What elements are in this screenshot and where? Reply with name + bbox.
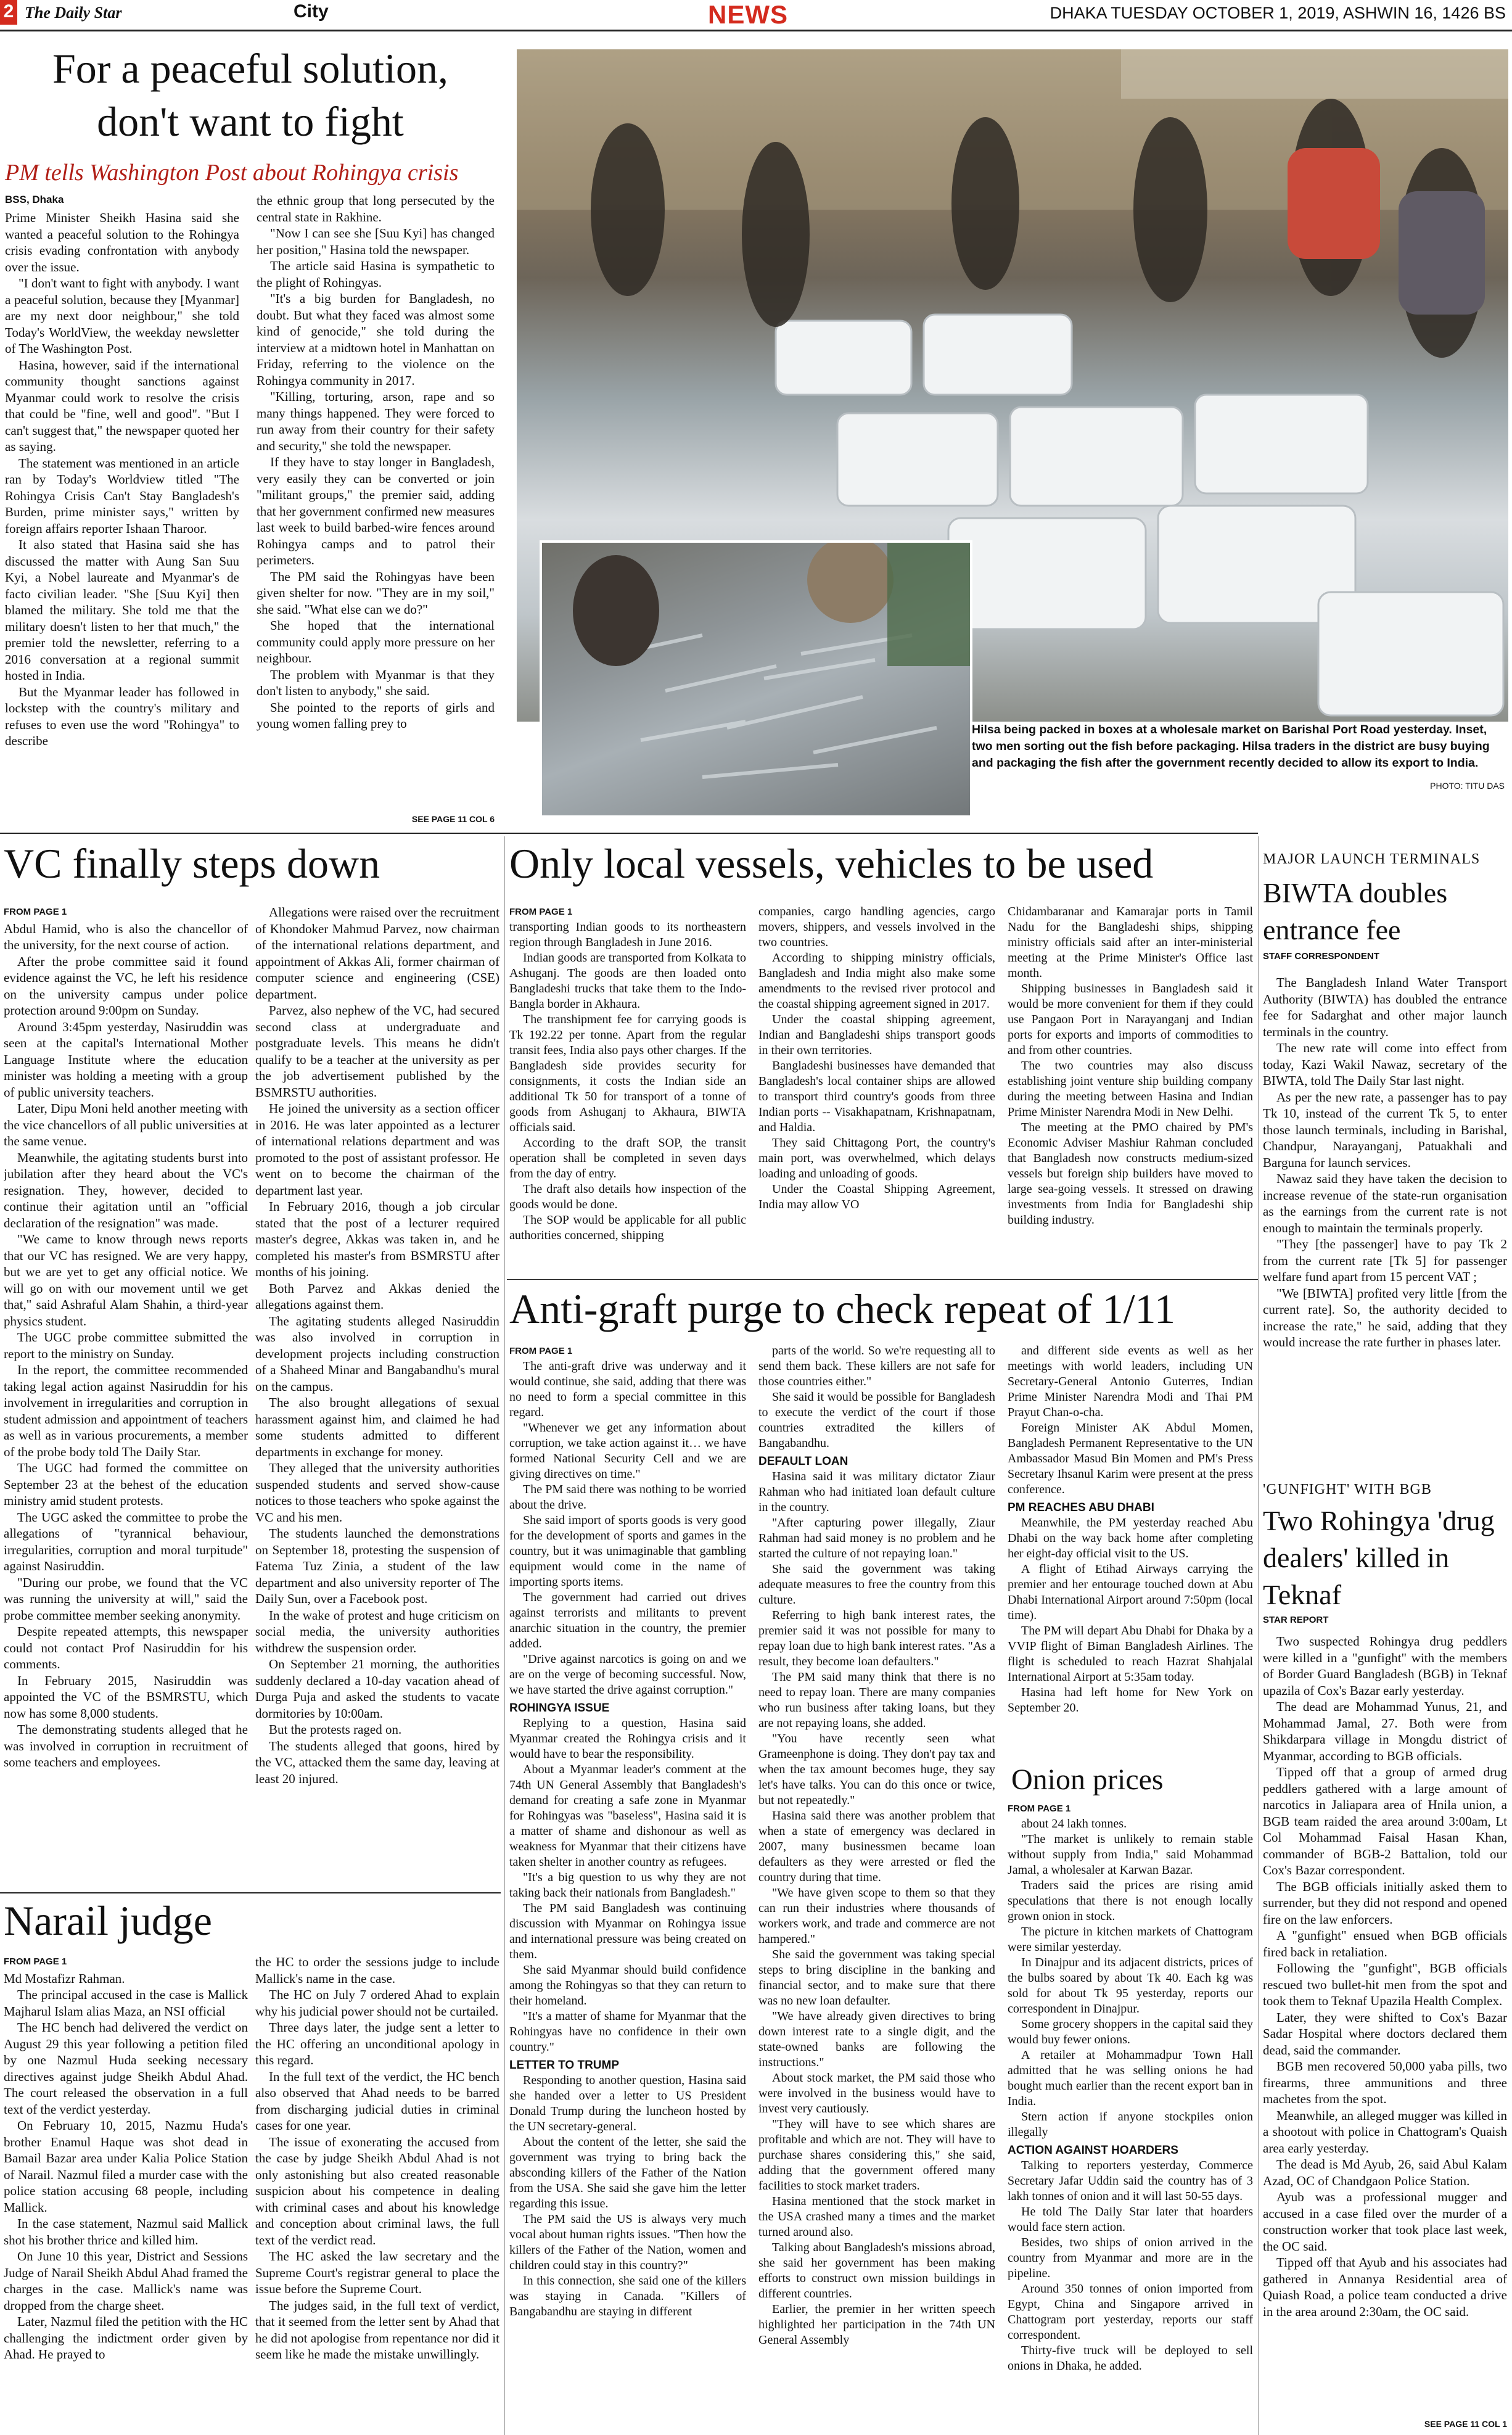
lead-headline xyxy=(0,42,501,148)
from-page-label: FROM PAGE 1 xyxy=(509,907,573,917)
teknaf-jump: SEE PAGE 11 COL 1 xyxy=(1424,2419,1507,2429)
paragraph: Around 350 tonnes of onion imported from Egypt, China and Singapore arrived in Chattogram port yesterday, reports our staff correspondent. xyxy=(1008,2282,1253,2342)
photo-credit: PHOTO: TITU DAS xyxy=(1430,781,1505,791)
paragraph: Meanwhile, the PM yesterday reached Abu Dhabi on the way back home after completing her eight-day official visit to the US. xyxy=(1008,1516,1253,1560)
vc-headline: VC finally steps down xyxy=(4,840,380,887)
subheading: PM REACHES ABU DHABI xyxy=(1008,1501,1154,1514)
paragraph: Shipping businesses in Bangladesh said it would be more convenient for them if they could use Pangaon Port in Narayanganj and Indian ports for exports and imports of commodities to and from other countries. xyxy=(1008,982,1253,1057)
paragraph: Around 3:45pm yesterday, Nasiruddin was seen at the capital's International Mother Language Institute where the education minister was holding a meeting with a group of public university teachers. xyxy=(4,1019,248,1100)
paragraph: Chidambaranar and Kamarajar ports in Tamil Nadu for the Bangladeshi ships, shipping ministry officials said after an inter-ministerial meeting at the Prime Minister's Office last month. xyxy=(1008,905,1253,980)
paragraph: parts of the world. So we're requesting all to send them back. These killers are not safe for those countries either." xyxy=(758,1344,995,1388)
paragraph: the ethnic group that long persecuted by the central state in Rakhine. xyxy=(257,193,495,225)
launch-byline: STAFF CORRESPONDENT xyxy=(1263,951,1379,962)
paragraph: Following the "gunfight", BGB officials rescued two bullet-hit men from the spot and took them to Teknaf Upazila Health Complex. xyxy=(1263,1961,1507,2008)
paragraph: In the case statement, Nazmul said Mallick shot his brother thrice and killed him. xyxy=(4,2216,248,2248)
paragraph: He told The Daily Star later that hoarders would face stern action. xyxy=(1008,2205,1253,2234)
paragraph: Foreign Minister AK Abdul Momen, Bangladesh Permanent Representative to the UN Ambassador Masud Bin Momen and PM's Press Secretary Ihsanul Karim were present at the press conference. xyxy=(1008,1421,1253,1496)
paragraph: Nawaz said they have taken the decision to increase revenue of the state-run organisation as the earnings from the current rate is not enough to maintain the terminals properly. xyxy=(1263,1171,1507,1235)
paragraph: Hasina said there was another problem that when a state of emergency was declared in 2007, many businessmen became loan defaulters as they were arrested or fled the country during that time. xyxy=(758,1809,995,1884)
lead-jump: SEE PAGE 11 COL 6 xyxy=(411,814,495,824)
vc-column-1 xyxy=(4,904,248,1879)
paragraph: Tipped off that Ayub and his associates had gathered in Annanya Residential area of Quiash Road, a police team conducted a drive in the area around 2:30am, the OC said. xyxy=(1263,2255,1507,2319)
paragraph: The judges said, in the full text of verdict, that it seemed from the letter sent by Ahad that he did not apologise from repentance nor did it seem like he made the mistake unwillingly. xyxy=(255,2297,499,2362)
paragraph: Hasina mentioned that the stock market in the USA crashed many a times and the market turned around also. xyxy=(758,2194,995,2239)
inset-photo-art xyxy=(542,543,970,815)
vessels-headline: Only local vessels, vehicles to be used xyxy=(509,840,1154,887)
paragraph: Under the coastal shipping agreement, Indian and Bangladeshi ships transport goods in their own territories. xyxy=(758,1013,995,1057)
paragraph: She hoped that the international community could apply more pressure on her neighbour. xyxy=(257,618,495,665)
paragraph: Under the Coastal Shipping Agreement, India may allow VO xyxy=(758,1182,995,1211)
paragraph: Tipped off that a group of armed drug peddlers gathered with a large amount of narcotics in Jaliapara area of Hnila union, a BGB team raided the area around 3:00am, Lt Col Mohammad Faisal Hasan Khan, commander of BGB-2 Battalion, told our Cox's Bazar correspondent. xyxy=(1263,1765,1507,1877)
paragraph: The government had carried out drives against terrorists and militants to prevent anarchic situation in the country, the premier added. xyxy=(509,1591,746,1650)
paragraph: Some grocery shoppers in the capital said they would buy fewer onions. xyxy=(1008,2017,1253,2046)
paragraph: companies, cargo handling agencies, cargo movers, shippers, and vessels involved in the two countries. xyxy=(758,905,995,949)
paragraph: Stern action if anyone stockpiles onion illegally xyxy=(1008,2110,1253,2139)
paragraph: "It's a matter of shame for Myanmar that the Rohingyas have no confidence in their own country." xyxy=(509,2009,746,2054)
paragraph: A flight of Etihad Airways carrying the premier and her entourage touched down at Abu Dhabi International Airport around 7:50pm (local time). xyxy=(1008,1562,1253,1622)
paragraph: According to the draft SOP, the transit operation shall be completed in seven days from the day of entry. xyxy=(509,1136,746,1180)
paragraph: Both Parvez and Akkas denied the allegations against them. xyxy=(255,1280,499,1312)
paragraph: The HC asked the law secretary and the Supreme Court's registrar general to place the issue before the Supreme Court. xyxy=(255,2249,499,2296)
paragraph: If they have to stay longer in Bangladesh, very easily they can be converted or join "militant groups," the premier said, adding that her government confirmed new measures last week to build barbed-wire fences around Rohingya camps and to patrol their perimeters. xyxy=(257,455,495,567)
paragraph: About the content of the letter, she said the government was trying to bring back the absconding killers of the Father of the Nation from the USA. She said she gave him the letter regarding this issue. xyxy=(509,2135,746,2210)
paragraph: Replying to a question, Hasina said Myanmar created the Rohingya crisis and it would have to bear the responsibility. xyxy=(509,1716,746,1761)
paragraph: The HC bench had delivered the verdict on August 29 this year following a petition filed by one Nazmul Huda seeking necessary directives against judge Sheikh Abdul Ahad. The court released the observation in a full text of the verdict yesterday. xyxy=(4,2020,248,2117)
paragraph: and different side events as well as her meetings with world leaders, including UN Secretary-General Antonio Guterres, Indian Prime Minister Narendra Modi and Thai PM Prayut Chan-o-cha. xyxy=(1008,1344,1253,1419)
paragraph: Three days later, the judge sent a letter to the HC offering an unconditional apology in this regard. xyxy=(255,2020,499,2067)
paragraph: After the probe committee said it found evidence against the VC, he left his residence on the university campus under police protection around 9:00pm on Sunday. xyxy=(4,954,248,1018)
section-name: City xyxy=(294,1,329,22)
paragraph: Abdul Hamid, who is also the chancellor of the university, for the next course of action. xyxy=(4,921,248,952)
paragraph: She said the government was taking special steps to bring discipline in the banking and financial sector, and to make sure that there was no new loan defaulter. xyxy=(758,1948,995,2008)
paragraph: "It's a big question to us why they are not taking back their nationals from Bangladesh." xyxy=(509,1871,746,1900)
paragraph: Hasina said it was military dictator Ziaur Rahman who had initiated loan default culture in the country. xyxy=(758,1470,995,1514)
paragraph: The PM said many think that there is no need to repay loan. There are many companies who run business after taking loans, but they are not repaying loans, she added. xyxy=(758,1670,995,1730)
launch-column xyxy=(1263,974,1507,1480)
paragraph: The dead is Md Ayub, 26, said Abul Kalam Azad, OC of Chandgaon Police Station. xyxy=(1263,2157,1507,2188)
paragraph: Meanwhile, an alleged mugger was killed in a shootout with police in Chattogram's Quaish area early yesterday. xyxy=(1263,2107,1507,2156)
section-big: NEWS xyxy=(708,0,788,29)
paragraph: On September 21 morning, the authorities suddenly declared a 10-day vacation ahead of Durga Puja and asked the students to vacate dormitories by 10:00am. xyxy=(255,1657,499,1721)
paragraph: "I don't want to fight with anybody. I want a peaceful solution, because they [Myanmar] are my next door neighbour," she told Today's WorldView, the weekday newsletter of The Washington Post. xyxy=(5,276,239,356)
paragraph: "Now I can see she [Suu Kyi] has changed her position," Hasina told the newspaper. xyxy=(257,226,495,257)
paragraph: They said Chittagong Port, the country's main port, was overwhelmed, which delays loading and unloading of goods. xyxy=(758,1136,995,1180)
paragraph: The meeting at the PMO chaired by PM's Economic Adviser Mashiur Rahman concluded that Bangladesh now constructs medium-sized vessels but foreign ship builders have moved to large sea-going vessels. It stressed on drawing investments from India for Bangladeshi ship building industry. xyxy=(1008,1121,1253,1227)
paragraph: Talking about Bangladesh's missions abroad, she said her government has been making efforts to construct own mission buildings in different countries. xyxy=(758,2241,995,2301)
paragraph: In this connection, she said one of the killers was staying in Canada. "Killers of Bangabandhu are staying in different xyxy=(509,2274,746,2318)
teknaf-headline: Two Rohingya 'drug dealers' killed in Teknaf xyxy=(1263,1505,1495,1610)
paragraph: In the wake of protest and huge criticism on social media, the university authorities withdrew the suspension order. xyxy=(255,1607,499,1655)
paragraph: But the Myanmar leader has followed in lockstep with the country's military and refuses to even use the word "Rohingya" to describe xyxy=(5,684,239,748)
from-page-label: FROM PAGE 1 xyxy=(1008,1803,1071,1814)
paragraph: The UGC asked the committee to probe the allegations of "tyrannical behaviour, irregularities, corruption and moral turpitude" against Nasiruddin. xyxy=(4,1509,248,1573)
paragraph: "It's a big burden for Bangladesh, no doubt. But what they faced was almost some kind of genocide," she told during the interview at a midtown hotel in Manhattan on Friday, referring to the violence on the Rohingya community in 2017. xyxy=(257,291,495,388)
paragraph: Despite repeated attempts, this newspaper could not contact Prof Nasiruddin for his comments. xyxy=(4,1624,248,1671)
paragraph: "Killing, torturing, arson, rape and so many things happened. They were forced to run away from their country for their safety and security," she told the newspaper. xyxy=(257,389,495,453)
paragraph: A retailer at Mohammadpur Town Hall admitted that he was selling onions he had bought much earlier than the recent export ban in India. xyxy=(1008,2048,1253,2108)
lead-subhead: PM tells Washington Post about Rohingya crisis xyxy=(5,160,459,186)
paragraph: The PM said the US is always very much vocal about human rights issues. "Then how the killers of the Father of the Nation, women and children could stay in this country?" xyxy=(509,2212,746,2272)
subheading: ROHINGYA ISSUE xyxy=(509,1702,610,1715)
paragraph: The article said Hasina is sympathetic to the plight of Rohingyas. xyxy=(257,258,495,290)
paragraph: She said import of sports goods is very good for the development of sports and games in the country, but it was unimaginable that gambling equipment would come in the name of importing sports items. xyxy=(509,1514,746,1589)
antigraft-column-1 xyxy=(509,1343,746,2435)
paragraph: Earlier, the premier in her written speech highlighted her participation in the 74th UN General Assembly xyxy=(758,2302,995,2347)
paragraph: The two countries may also discuss establishing joint venture ship building company during the meeting between Hasina and Indian Prime Minister Narendra Modi in New Delhi. xyxy=(1008,1059,1253,1119)
paragraph: Responding to another question, Hasina said she handed over a letter to US President Donald Trump during the luncheon hosted by the UN secretary-general. xyxy=(509,2074,746,2133)
onion-column xyxy=(1008,1801,1253,2435)
paragraph: Traders said the prices are rising amid speculations that there is not enough locally grown onion in stock. xyxy=(1008,1879,1253,1923)
subheading: ACTION AGAINST HOARDERS xyxy=(1008,2144,1178,2157)
paragraph: Later, Dipu Moni held another meeting with the vice chancellors of all public universities at the same venue. xyxy=(4,1101,248,1148)
paragraph: About a Myanmar leader's comment at the 74th UN General Assembly that Bangladesh's demand for creating a safe zone in Myanmar for Rohingyas was "baseless", Hasina said it is a matter of shame and dishonour as well as weakness for Myanmar that their citizens have taken shelter in another country as refugees. xyxy=(509,1763,746,1869)
paragraph: Later, Nazmul filed the petition with the HC challenging the indictment order given by Ahad. He prayed to xyxy=(4,2314,248,2362)
paragraph: The draft also details how inspection of the goods would be done. xyxy=(509,1182,746,1211)
paragraph: The picture in kitchen markets of Chattogram were similar yesterday. xyxy=(1008,1925,1253,1954)
lead-headline-line2: don't want to fight xyxy=(97,98,404,145)
paragraph: The students launched the demonstrations on September 18, protesting the suspension of Fatema Tuz Zinia, a student of the law department and also university reporter of The Daily Sun, over a Facebook post. xyxy=(255,1526,499,1606)
paragraph: In February 2016, though a job circular stated that the post of a lecturer required master's degree, Akkas was taken in, and he completed his master's from BSMRSTU after months of his joining. xyxy=(255,1199,499,1279)
photo-caption: Hilsa being packed in boxes at a wholesale market on Barishal Port Road yesterday. Inset, two men sorting out the fish before packaging. Hilsa traders in the district are busy buying and packaging the fish after the government recently decided to allow its export to India. xyxy=(972,723,1490,770)
lead-bottom-rule xyxy=(0,833,1258,834)
antigraft-column-2 xyxy=(758,1343,995,2435)
paragraph: A "gunfight" ensued when BGB officials fired back in retaliation. xyxy=(1263,1928,1507,1959)
onion-headline: Onion prices xyxy=(1011,1763,1164,1796)
paragraph: He joined the university as a section officer in 2016. He was later appointed as a lecturer of international relations department and was promoted to the post of assistant professor. He went on to become the chairman of the department last year. xyxy=(255,1101,499,1198)
paragraph: The PM said there was nothing to be worried about the drive. xyxy=(509,1483,746,1512)
paragraph: About stock market, the PM said those who were involved in the business would have to invest very cautiously. xyxy=(758,2071,995,2116)
subheading: DEFAULT LOAN xyxy=(758,1455,848,1468)
vessels-column-2 xyxy=(758,904,995,1272)
paragraph: The UGC had formed the committee on September 23 at the behest of the education ministry amid student protests. xyxy=(4,1461,248,1508)
paragraph: She said it would be possible for Bangladesh to execute the verdict of the court if those countries extradited the killers of Bangabandhu. xyxy=(758,1390,995,1450)
paragraph: transporting Indian goods to its northeastern region through Bangladesh in June 2016. xyxy=(509,920,746,949)
paragraph: The Bangladesh Inland Water Transport Authority (BIWTA) has doubled the entrance fee for Sadarghat and other major launch terminals in the country. xyxy=(1263,975,1507,1039)
paragraph: Later, they were shifted to Cox's Bazar Sadar Hospital where doctors declared them dead, said the commander. xyxy=(1263,2009,1507,2058)
divider-right xyxy=(1258,836,1259,2435)
paragraph: Referring to high bank interest rates, the premier said it was not possible for many to repay loan due to high bank interest rates. "As a result, they become loan defaulters." xyxy=(758,1609,995,1668)
vessels-column-3 xyxy=(1008,904,1253,1272)
paragraph: Talking to reporters yesterday, Commerce Secretary Jafar Uddin said the country has of 3 lakh tonnes of onion and it will last 50-55 days. xyxy=(1008,2159,1253,2203)
paragraph: Parvez, also nephew of the VC, had secured second class at undergraduate and postgraduate levels. This means he didn't qualify to be a teacher at the university as per the job advertisement published by the BSMRSTU authorities. xyxy=(255,1003,499,1100)
paragraph: the HC to order the sessions judge to include Mallick's name in the case. xyxy=(255,1955,499,1986)
paragraph: She said Myanmar should build confidence among the Rohingyas so that they can return to their homeland. xyxy=(509,1963,746,2008)
paragraph: "We have given scope to them so that they can run their industries where thousands of workers work, and trade and commerce are not hampered." xyxy=(758,1886,995,1946)
paragraph: Meanwhile, the agitating students burst into jubilation after they heard about the VC's resignation. They, however, decided to continue their agitation until an "official declaration of the resignation" was made. xyxy=(4,1150,248,1230)
paragraph: In Dinajpur and its adjacent districts, prices of the bulbs soared by about Tk 40. Each kg was sold for about Tk 95 yesterday, reports our correspondent in Dinajpur. xyxy=(1008,1956,1253,2016)
paragraph: Hasina had left home for New York on September 20. xyxy=(1008,1686,1253,1715)
paragraph: In the full text of the verdict, the HC bench also observed that Ahad needs to be barred from discharging judicial duties in criminal cases for one year. xyxy=(255,2069,499,2133)
launch-headline: BIWTA doubles entrance fee xyxy=(1263,877,1448,946)
subheading: LETTER TO TRUMP xyxy=(509,2059,620,2072)
paragraph: The PM said the Rohingyas have been given shelter for now. "They are in my soil," she said. "What else can we do?" xyxy=(257,569,495,617)
divider-left xyxy=(504,836,505,2435)
paragraph: The demonstrating students alleged that he was involved in corruption in recruitment of some teachers and employees. xyxy=(4,1722,248,1770)
paragraph: "The market is unlikely to remain stable without supply from India," said Mohammad Jamal, a wholesaler at Karwan Bazar. xyxy=(1008,1832,1253,1877)
paragraph: Hasina, however, said if the international community thought sanctions against Myanmar could work to resolve the crisis that could be "fine, well and good". "But I can't suggest that," the newspaper quoted her as saying. xyxy=(5,357,239,454)
paragraph: The students alleged that goons, hired by the VC, attacked them the same day, leaving at least 20 injured. xyxy=(255,1738,499,1786)
vessels-bottom-rule xyxy=(507,1279,1258,1280)
vc-column-2 xyxy=(255,904,499,1879)
lead-column-1 xyxy=(5,210,239,826)
paragraph: "They [the passenger] have to pay Tk 2 from the current rate [Tk 5] for passenger welfare fund apart from 15 percent VAT ; xyxy=(1263,1237,1507,1284)
paragraph: It also stated that Hasina said she has discussed the matter with Aung San Suu Kyi, a Nobel laureate and Myanmar's de facto civilian leader. "She [Suu Kyi] then blamed the military. She told me that the military doesn't listen to her that much," the premier told the newsletter, referring to a 2016 conversation at a regional summit hosted in India. xyxy=(5,537,239,683)
paragraph: Besides, two ships of onion arrived in the country from Myanmar and more are in the pipeline. xyxy=(1008,2236,1253,2280)
paragraph: The problem with Myanmar is that they don't listen to anybody," she said. xyxy=(257,667,495,698)
antigraft-column-3 xyxy=(1008,1343,1253,1763)
paragraph: The issue of exonerating the accused from the case by judge Sheikh Abdul Ahad is not only astonishing but also created reasonable suspicion about his competence in dealing with criminal cases and about his knowledge and conception about criminal laws, the full text of the verdict read. xyxy=(255,2134,499,2248)
paragraph: They alleged that the university authorities suspended students and served show-cause notices to those teachers who spoke against the VC and his men. xyxy=(255,1461,499,1525)
launch-kicker: MAJOR LAUNCH TERMINALS xyxy=(1263,851,1481,867)
paragraph: "During our probe, we found that the VC was running the university at will," said the probe committee member seeking anonymity. xyxy=(4,1575,248,1623)
paragraph: "Whenever we get any information about corruption, we take action against it… we have formed National Security Cell and we are giving directives on time." xyxy=(509,1421,746,1481)
paragraph: The also brought allegations of sexual harassment against him, and claimed he had some students admitted to different departments in exchange for money. xyxy=(255,1395,499,1459)
paragraph: She pointed to the reports of girls and young women falling prey to xyxy=(257,699,495,731)
paragraph: According to shipping ministry officials, Bangladesh and India might also make some amendments to the revised river protocol and the coastal shipping agreement signed in 2017. xyxy=(758,951,995,1011)
paragraph: "After capturing power illegally, Ziaur Rahman had said money is no problem and he started the culture of not repaying loan." xyxy=(758,1516,995,1560)
teknaf-byline: STAR REPORT xyxy=(1263,1615,1329,1625)
masthead-rule xyxy=(0,30,1512,31)
paragraph: Ayub was a professional mugger and accused in a case filed over the murder of a construction worker that took place last week, the OC said. xyxy=(1263,2190,1507,2254)
paragraph: On June 10 this year, District and Sessions Judge of Narail Sheikh Abdul Ahad framed the charges in the case. Mallick's name was dropped from the charge sheet. xyxy=(4,2249,248,2313)
paragraph: "They will have to see which shares are profitable and which are not. They will have to purchase shares considering this," she said, adding that the government offered many facilities to stock market traders. xyxy=(758,2117,995,2193)
paragraph: "We came to know through news reports that our VC has resigned. We are very happy, but we are yet to get any official notice. We will go on with our movement until we get that," said Ashraful Alam Shahin, a third-year physics student. xyxy=(4,1232,248,1329)
paragraph: Prime Minister Sheikh Hasina said she wanted a peaceful solution to the Rohingya crisis evading confrontation with anybody over the issue. xyxy=(5,210,239,274)
paragraph: Thirty-five truck will be deployed to sell onions in Dhaka, he added. xyxy=(1008,2344,1253,2373)
teknaf-kicker: 'GUNFIGHT' WITH BGB xyxy=(1263,1481,1432,1498)
paragraph: The principal accused in the case is Mallick Majharul Islam alias Maza, an NSI official xyxy=(4,1987,248,2019)
paragraph: She said the government was taking adequate measures to free the country from this culture. xyxy=(758,1562,995,1607)
dateline: DHAKA TUESDAY OCTOBER 1, 2019, ASHWIN 16, 1426 BS xyxy=(1050,4,1506,22)
paragraph: Bangladeshi businesses have demanded that Bangladesh's local container ships are allowed to transport third country's goods from three Indian ports -- Visakhapatnam, Krishnapatnam, and Haldia. xyxy=(758,1059,995,1134)
paragraph: In February 2015, Nasiruddin was appointed the VC of the BSMRSTU, which now has some 8,000 students. xyxy=(4,1673,248,1721)
paragraph: Allegations were raised over the recruitment of Khondoker Mahmud Parvez, now chairman of the international relations department, and appointment of Akkas Ali, former chairman of computer science and engineering (CSE) department. xyxy=(255,905,499,1002)
paragraph: "We [BIWTA] profited very little [from the current rate]. So, the authority decided to increase the rate," he said, adding that they would increase the rate further in phases later. xyxy=(1263,1285,1507,1349)
paragraph: The new rate will come into effect from today, Kazi Wakil Nawaz, secretary of the BIWTA, told The Daily Star last night. xyxy=(1263,1040,1507,1088)
paragraph: In the report, the committee recommended taking legal action against Nasiruddin for his involvement in irregularities and corruption in student admission and appointment of teachers as well as in various procurements, a member of the probe body told The Daily Star. xyxy=(4,1362,248,1459)
paragraph: The agitating students alleged Nasiruddin was also involved in corruption in development projects including construction of a Shaheed Minar and Bangabandhu's mural on the campus. xyxy=(255,1313,499,1394)
paragraph: "You have recently seen what Grameenphone is doing. They don't pay tax and when the tax amount becomes huge, they say let's have talks. You can do this once or twice, but not repeatedly." xyxy=(758,1732,995,1807)
paragraph: The PM said Bangladesh was continuing discussion with Myanmar on Rohingya issue and international pressure was being created on them. xyxy=(509,1901,746,1961)
paragraph: As per the new rate, a passenger has to pay Tk 10, instead of the current Tk 5, to enter those launch terminals, including in Barishal, Chandpur, Narayanganj, Patuakhali and Barguna for launch services. xyxy=(1263,1089,1507,1170)
from-page-label: FROM PAGE 1 xyxy=(4,1956,67,1967)
narail-headline: Narail judge xyxy=(4,1897,212,1944)
vc-bottom-rule xyxy=(0,1892,501,1893)
lead-byline: BSS, Dhaka xyxy=(5,194,64,205)
page-number: 2 xyxy=(3,1,14,22)
paper-name: The Daily Star xyxy=(25,4,122,22)
paragraph: The dead are Mohammad Yunus, 21, and Mohammad Jamal, 27. Both were from Shikdarpara village in Mongdu district of Myanmar, according to BGB officials. xyxy=(1263,1699,1507,1763)
narail-column-1 xyxy=(4,1954,248,2435)
narail-column-2 xyxy=(255,1954,499,2435)
masthead xyxy=(0,0,1512,32)
paragraph: BGB men recovered 50,000 yaba pills, two firearms, three ammunitions and three machetes from the spot. xyxy=(1263,2059,1507,2106)
paragraph: "Drive against narcotics is going on and we are on the verge of becoming successful. Now, we have started the drive against corruption." xyxy=(509,1652,746,1697)
vessels-column-1 xyxy=(509,904,746,1272)
paragraph: The HC on July 7 ordered Ahad to explain why his judicial power should not be curtailed. xyxy=(255,1987,499,2019)
paragraph: about 24 lakh tonnes. xyxy=(1021,1817,1127,1831)
paragraph: The UGC probe committee submitted the report to the ministry on Sunday. xyxy=(4,1330,248,1361)
paragraph: But the protests raged on. xyxy=(269,1722,402,1737)
paragraph: On February 10, 2015, Nazmu Huda's brother Enamul Haque was shot dead in Bamail Bazar area under Kalia Police Station of Narail. Nazmul filed a murder case with the police station accusing 68 people, including Mallick. xyxy=(4,2118,248,2215)
paragraph: Two suspected Rohingya drug peddlers were killed in a "gunfight" with the members of Border Guard Bangladesh (BGB) in Teknaf upazila of Cox's Bazar early yesterday. xyxy=(1263,1634,1507,1698)
paragraph: The anti-graft drive was underway and it would continue, she said, adding that there was no need to form a special committee in this regard. xyxy=(509,1359,746,1419)
lead-column-2 xyxy=(257,192,495,828)
narail-byline: Md Mostafizr Rahman. xyxy=(4,1971,125,1986)
from-page-label: FROM PAGE 1 xyxy=(509,1346,573,1356)
inset-photo xyxy=(540,540,972,818)
teknaf-column xyxy=(1263,1633,1507,2415)
paragraph: "We have already given directives to bring down interest rate to a single digit, and the state-owned banks are following the instructions." xyxy=(758,2009,995,2069)
paragraph: The transhipment fee for carrying goods is Tk 192.22 per tonne. Apart from the regular transit fees, India also pays other charges. If the Bangladesh side provides security for consignments, it costs the Indian side an additional Tk 50 for transport of a tonne of goods from Ashuganj to Akhaura, BIWTA officials said. xyxy=(509,1013,746,1134)
lead-headline-line1: For a peaceful solution, xyxy=(52,45,449,92)
from-page-label: FROM PAGE 1 xyxy=(4,907,67,917)
paragraph: Indian goods are transported from Kolkata to Ashuganj. The goods are then loaded onto Bangladeshi trucks that take them to the Indo-Bangla border in Akhaura. xyxy=(509,951,746,1011)
paragraph: The statement was mentioned in an article ran by Today's Worldview titled "The Rohingya Crisis Can't Stay Bangladesh's Burden, prime minister says," written by foreign affairs reporter Ishaan Tharoor. xyxy=(5,455,239,536)
paragraph: The BGB officials initially asked them to surrender, but they did not respond and opened fire on the law enforcers. xyxy=(1263,1879,1507,1927)
paragraph: The PM will depart Abu Dhabi for Dhaka by a VVIP flight of Biman Bangladesh Airlines. The flight is scheduled to reach Hazrat Shahjalal International Airport at 5:35am today. xyxy=(1008,1624,1253,1684)
antigraft-headline: Anti-graft purge to check repeat of 1/11 xyxy=(509,1285,1176,1332)
paragraph: The SOP would be applicable for all public authorities concerned, shipping xyxy=(509,1213,746,1242)
